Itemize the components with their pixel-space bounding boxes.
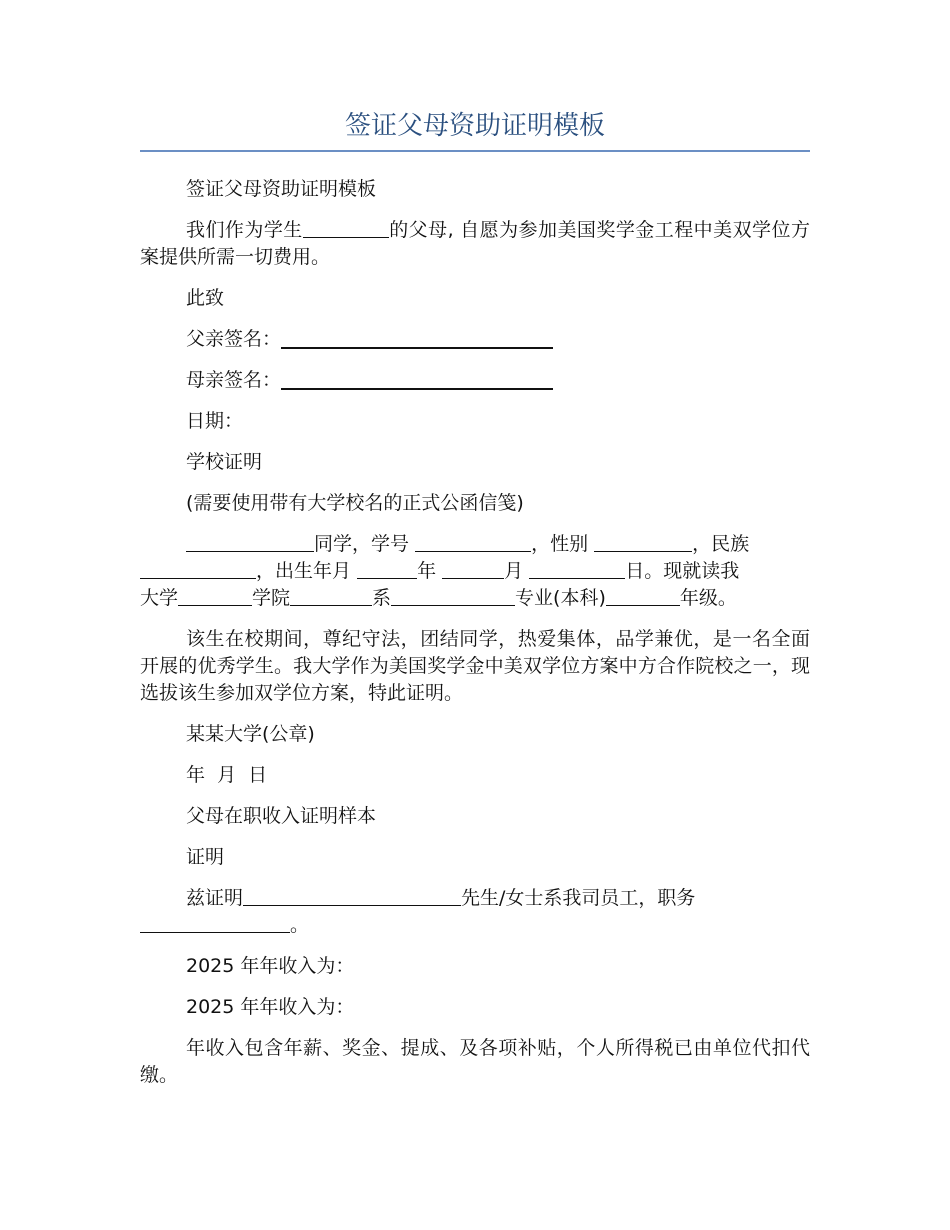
parent-statement-prefix: 我们作为学生: [186, 219, 303, 241]
birth-month-field[interactable]: [442, 558, 504, 579]
student-info-text: ，性别: [531, 533, 589, 555]
student-info-paragraph: [140, 531, 810, 612]
mother-signature-blank[interactable]: [281, 368, 553, 390]
student-info-text: 专业(本科): [515, 587, 606, 609]
employee-name-field[interactable]: [243, 885, 461, 906]
employment-text: 。: [290, 914, 310, 936]
employment-text: 兹证明: [186, 887, 244, 909]
student-info-line-3: [140, 585, 810, 612]
cert-label: 证明: [186, 846, 225, 868]
school-cert-heading: 学校证明: [186, 451, 263, 473]
department-field[interactable]: [290, 585, 372, 606]
college-field[interactable]: [178, 585, 252, 606]
employment-line-2: [140, 912, 810, 939]
parent-statement: [140, 217, 810, 271]
salutation: 此致: [186, 287, 225, 309]
income-line-2: 2025 年年收入为：: [186, 996, 355, 1018]
student-info-text: 年: [417, 560, 437, 582]
father-signature-line: [140, 326, 810, 353]
student-info-line-2: [140, 558, 810, 585]
student-info-text: 月: [504, 560, 524, 582]
student-info-text: 大学: [140, 587, 179, 609]
date-ymd: 年 月 日: [186, 764, 268, 786]
page-title: 签证父母资助证明模板: [344, 111, 605, 141]
student-id-field[interactable]: [415, 531, 531, 552]
date-line: 日期：: [186, 410, 244, 432]
employment-text: 先生/女士系我司员工，职务: [461, 887, 696, 909]
school-statement: 该生在校期间，尊纪守法，团结同学，热爱集体，品学兼优，是一名全面开展的优秀学生。我大学作为美国奖学金中美双学位方案中方合作院校之一，现选拔该生参加双学位方案，特此证明。: [140, 628, 810, 704]
grade-field[interactable]: [606, 585, 680, 606]
university-seal: 某某大学(公章): [186, 723, 315, 745]
ethnicity-field[interactable]: [140, 558, 256, 579]
income-note: 年收入包含年薪、奖金、提成、及各项补贴，个人所得税已由单位代扣代缴。: [140, 1037, 810, 1086]
major-field[interactable]: [391, 585, 515, 606]
employment-line-1: [140, 885, 810, 912]
employment-paragraph: [140, 885, 810, 939]
title-divider: [140, 150, 810, 152]
father-signature-blank[interactable]: [281, 327, 553, 349]
income-heading: 父母在职收入证明样本: [186, 805, 377, 827]
gender-field[interactable]: [594, 531, 692, 552]
student-info-text: ，民族: [692, 533, 750, 555]
birth-day-field[interactable]: [529, 558, 625, 579]
document-body: [140, 176, 810, 1103]
student-info-text: 系: [372, 587, 392, 609]
student-info-text: 同学，学号: [314, 533, 410, 555]
parent-statement-suffix: 的父母, 自愿为参加美国奖学金工程中美双学位方案提供所需一切费用。: [140, 219, 810, 268]
student-info-text: 日。现就读我: [625, 560, 740, 582]
income-line-1: 2025 年年收入为：: [186, 955, 355, 977]
student-info-text: ，出生年月: [256, 560, 352, 582]
document-heading-paragraph: 签证父母资助证明模板: [186, 178, 377, 200]
letterhead-note: (需要使用带有大学校名的正式公函信笺): [186, 492, 524, 514]
mother-sign-label: 母亲签名：: [186, 369, 282, 391]
job-title-field[interactable]: [140, 912, 290, 933]
birth-year-field[interactable]: [357, 558, 417, 579]
father-sign-label: 父亲签名：: [186, 328, 282, 350]
student-info-text: 年级。: [679, 587, 737, 609]
mother-signature-line: [140, 367, 810, 394]
student-info-line-1: [140, 531, 810, 558]
student-name-blank[interactable]: [303, 217, 389, 238]
student-info-text: 学院: [252, 587, 291, 609]
student-name-field[interactable]: [186, 531, 314, 552]
